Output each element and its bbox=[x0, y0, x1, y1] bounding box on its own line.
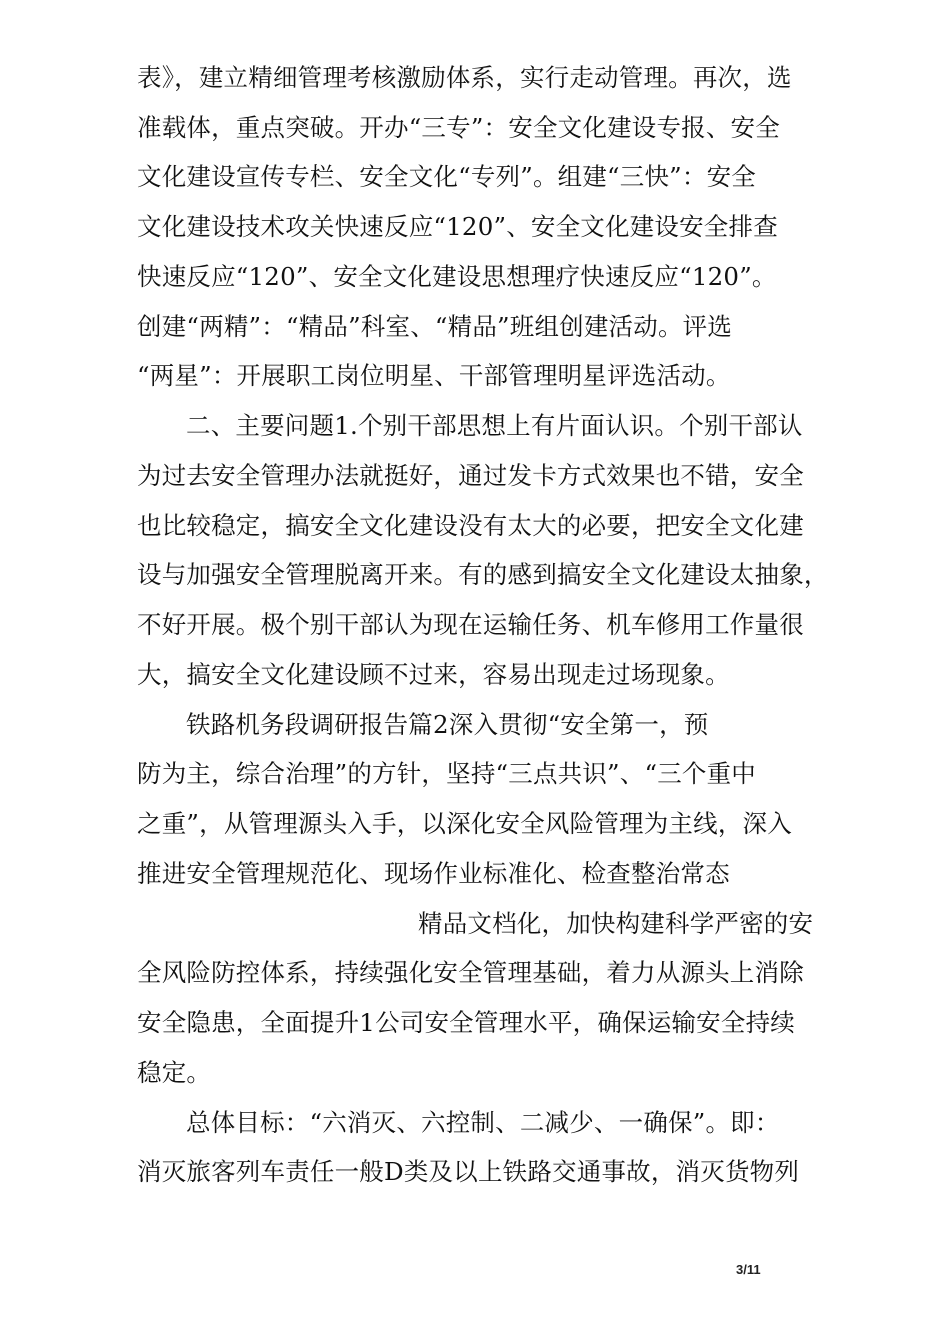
page-number: 3/11 bbox=[736, 1262, 761, 1277]
text-line: 防为主，综合治理”的方针，坚持“三点共识”、“三个重中 bbox=[137, 759, 756, 788]
paragraph-start-line: 铁路机务段调研报告篇2深入贯彻“安全第一，预 bbox=[186, 710, 709, 739]
text-line: 文化建设技术攻关快速反应“120”、安全文化建设安全排查 bbox=[137, 212, 778, 241]
text-line: 设与加强安全管理脱离开来。有的感到搞安全文化建设太抽象， bbox=[137, 560, 829, 589]
paragraph-start-line: 总体目标：“六消灭、六控制、二减少、一确保”。即： bbox=[186, 1108, 780, 1137]
text-line: 文化建设宣传专栏、安全文化“专列”。组建“三快”：安全 bbox=[137, 162, 756, 191]
text-line: 稳定。 bbox=[137, 1058, 212, 1087]
text-line: 安全隐患，全面提升1公司安全管理水平，确保运输安全持续 bbox=[137, 1008, 795, 1037]
text-line: 推进安全管理规范化、现场作业标准化、检查整治常态 bbox=[137, 859, 730, 888]
text-line: 之重”，从管理源头入手，以深化安全风险管理为主线，深入 bbox=[137, 809, 792, 838]
text-line: 表》，建立精细管理考核激励体系，实行走动管理。再次，选 bbox=[137, 63, 792, 92]
text-line: 不好开展。极个别干部认为现在运输任务、机车修用工作量很 bbox=[137, 610, 804, 639]
text-line: 精品文档化，加快构建科学严密的安 bbox=[418, 909, 814, 938]
text-line: “两星”：开展职工岗位明星、干部管理明星评选活动。 bbox=[137, 361, 731, 390]
text-line: 准载体，重点突破。开办“三专”：安全文化建设专报、安全 bbox=[137, 113, 780, 142]
paragraph-start-line: 二、主要问题1.个别干部思想上有片面认识。个别干部认 bbox=[186, 411, 803, 440]
text-line: 创建“两精”：“精品”科室、“精品”班组创建活动。评选 bbox=[137, 312, 733, 341]
text-line: 全风险防控体系，持续强化安全管理基础，着力从源头上消除 bbox=[137, 958, 804, 987]
text-line: 大，搞安全文化建设顾不过来，容易出现走过场现象。 bbox=[137, 660, 730, 689]
text-line: 快速反应“120”、安全文化建设思想理疗快速反应“120”。 bbox=[137, 262, 777, 291]
text-line: 为过去安全管理办法就挺好，通过发卡方式效果也不错，安全 bbox=[137, 461, 804, 490]
text-line: 消灭旅客列车责任一般D类及以上铁路交通事故，消灭货物列 bbox=[137, 1157, 800, 1186]
text-line: 也比较稳定，搞安全文化建设没有太大的必要，把安全文化建 bbox=[137, 511, 804, 540]
